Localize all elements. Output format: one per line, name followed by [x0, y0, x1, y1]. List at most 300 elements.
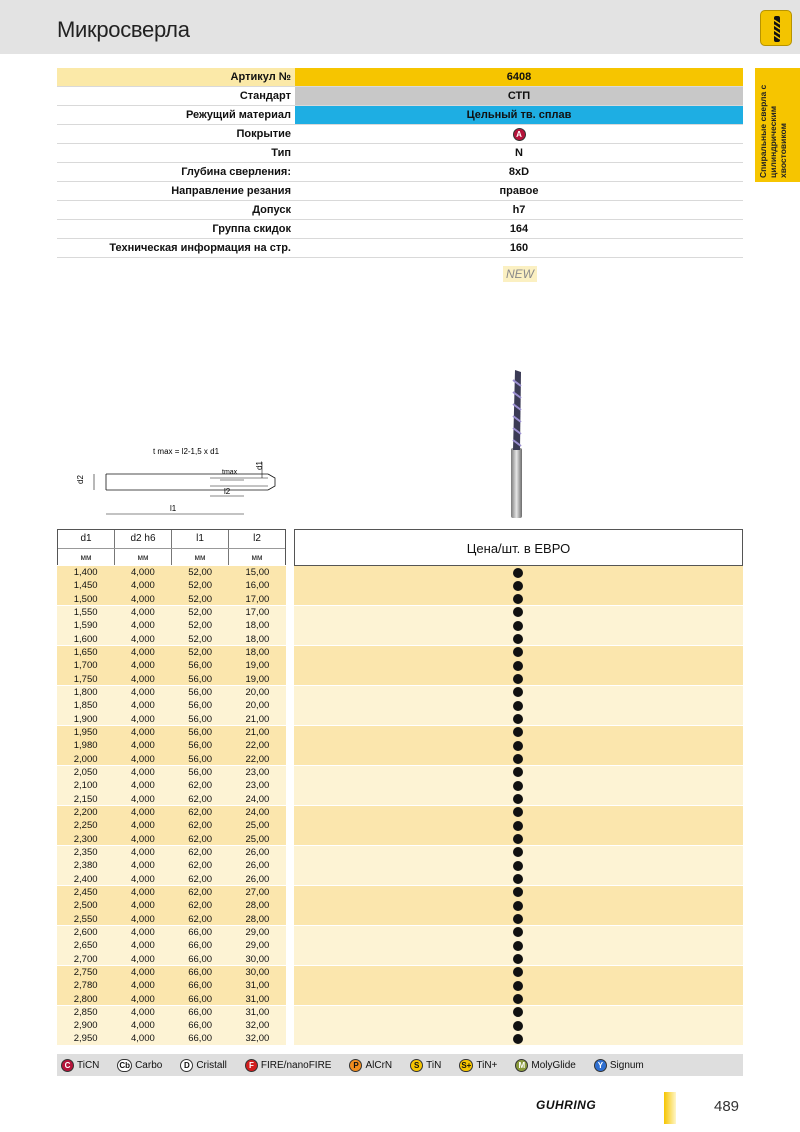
legend-item	[459, 1059, 497, 1072]
spec-value: Цельный тв. сплав	[295, 106, 743, 124]
spec-row	[57, 87, 743, 106]
l1-label: l1	[170, 504, 177, 513]
coating-badge-icon: M	[515, 1059, 528, 1072]
table-cell: 2,800	[57, 993, 114, 1005]
availability-dot-icon	[513, 634, 523, 644]
table-cell: 4,000	[114, 566, 171, 579]
table-cell: 4,000	[114, 793, 171, 805]
spec-table	[57, 68, 743, 258]
spec-value: 164	[509, 223, 529, 235]
table-cell: 52,00	[172, 566, 229, 579]
table-cell: 4,000	[114, 766, 171, 779]
availability-dot-icon	[513, 874, 523, 884]
table-cell: 2,150	[57, 793, 114, 805]
availability-dot-icon	[513, 887, 523, 897]
table-cell: 2,750	[57, 966, 114, 979]
table-cell: 1,590	[57, 619, 114, 632]
legend-label: Carbo	[135, 1059, 163, 1071]
table-cell: 4,000	[114, 806, 171, 819]
column-header: d1	[58, 530, 115, 548]
spec-value	[295, 125, 743, 143]
price-cell	[294, 819, 743, 832]
table-cell: 66,00	[172, 979, 229, 992]
legend-item	[117, 1059, 162, 1072]
table-cell: 52,00	[172, 619, 229, 632]
column-gap	[286, 939, 294, 952]
table-cell: 21,00	[229, 726, 286, 739]
table-row	[57, 579, 743, 592]
table-row	[57, 953, 743, 966]
legend-item	[245, 1059, 332, 1072]
table-cell: 62,00	[172, 806, 229, 819]
coating-badge-icon: Y	[594, 1059, 607, 1072]
table-cell: 62,00	[172, 793, 229, 805]
table-cell: 4,000	[114, 646, 171, 659]
column-gap	[286, 633, 294, 645]
table-cell: 1,850	[57, 699, 114, 712]
table-cell: 4,000	[114, 739, 171, 752]
table-row	[57, 699, 743, 712]
table-cell: 2,500	[57, 899, 114, 912]
table-cell: 20,00	[229, 686, 286, 699]
column-header: l1	[172, 530, 229, 548]
availability-dot-icon	[513, 994, 523, 1004]
side-tab-label: Спиральные сверла с цилиндрическим хвостовиком	[758, 84, 788, 178]
spec-label: Режущий материал	[185, 109, 291, 121]
table-cell: 62,00	[172, 913, 229, 925]
table-row	[57, 606, 743, 619]
spec-label: Тип	[271, 147, 291, 159]
price-cell	[294, 966, 743, 979]
column-gap	[286, 779, 294, 792]
table-cell: 56,00	[172, 713, 229, 725]
table-cell: 56,00	[172, 739, 229, 752]
table-cell: 2,600	[57, 926, 114, 939]
page-number: 489	[714, 1098, 740, 1115]
legend-item	[61, 1059, 99, 1072]
spec-value: 6408	[295, 68, 743, 86]
table-cell: 52,00	[172, 593, 229, 605]
availability-dot-icon	[513, 767, 523, 777]
coating-badge-icon: Cb	[119, 1060, 131, 1070]
table-cell: 4,000	[114, 873, 171, 885]
availability-dot-icon	[513, 847, 523, 857]
table-row	[57, 886, 743, 899]
table-cell: 31,00	[229, 993, 286, 1005]
legend-label: TiN	[426, 1059, 442, 1071]
legend-label: Signum	[609, 1059, 644, 1071]
spec-label: Стандарт	[239, 90, 291, 102]
column-gap	[286, 619, 294, 632]
table-cell: 52,00	[172, 606, 229, 619]
table-row	[57, 979, 743, 992]
price-cell	[294, 1032, 743, 1044]
column-gap	[286, 886, 294, 899]
availability-dot-icon	[513, 794, 523, 804]
availability-dot-icon	[513, 1021, 523, 1031]
table-cell: 19,00	[229, 659, 286, 672]
price-cell	[294, 806, 743, 819]
table-cell: 1,450	[57, 579, 114, 592]
price-cell	[294, 859, 743, 872]
table-cell: 4,000	[114, 1006, 171, 1019]
table-cell: 1,650	[57, 646, 114, 659]
spec-value: 8xD	[508, 166, 530, 178]
table-cell: 66,00	[172, 1019, 229, 1032]
table-cell: 16,00	[229, 579, 286, 592]
coating-badge-icon: S+	[461, 1060, 472, 1070]
coating-badge-icon: F	[245, 1059, 258, 1072]
table-cell: 17,00	[229, 606, 286, 619]
table-cell: 66,00	[172, 966, 229, 979]
table-cell: 66,00	[172, 939, 229, 952]
table-cell: 1,900	[57, 713, 114, 725]
spec-row	[57, 220, 743, 239]
d2-label: d2	[76, 475, 85, 484]
column-unit: мм	[251, 553, 263, 562]
spec-label: Допуск	[252, 204, 291, 216]
price-cell	[294, 753, 743, 765]
column-gap	[286, 726, 294, 739]
table-cell: 22,00	[229, 753, 286, 765]
availability-dot-icon	[513, 927, 523, 937]
availability-dot-icon	[513, 714, 523, 724]
table-cell: 2,900	[57, 1019, 114, 1032]
availability-dot-icon	[513, 861, 523, 871]
price-cell	[294, 873, 743, 885]
brand-logo: GUHRING	[536, 1098, 597, 1112]
availability-dot-icon	[513, 941, 523, 951]
availability-dot-icon	[513, 661, 523, 671]
table-cell: 56,00	[172, 673, 229, 685]
page-header	[0, 0, 800, 54]
table-row	[57, 806, 743, 819]
column-gap	[286, 899, 294, 912]
column-header: d2 h6	[115, 530, 172, 548]
table-cell: 62,00	[172, 859, 229, 872]
table-cell: 2,200	[57, 806, 114, 819]
availability-dot-icon	[513, 568, 523, 578]
table-cell: 62,00	[172, 833, 229, 845]
table-row	[57, 1019, 743, 1032]
table-cell: 4,000	[114, 953, 171, 965]
availability-dot-icon	[513, 621, 523, 631]
table-row	[57, 819, 743, 832]
table-cell: 2,450	[57, 886, 114, 899]
table-cell: 56,00	[172, 766, 229, 779]
drill-dimension-drawing	[70, 440, 290, 525]
availability-dot-icon	[513, 901, 523, 911]
spec-label: Группа скидок	[212, 223, 291, 235]
availability-dot-icon	[513, 967, 523, 977]
tmax-formula: t max = l2-1,5 x d1	[152, 447, 220, 456]
table-cell: 66,00	[172, 1006, 229, 1019]
legend-label: TiN+	[476, 1059, 498, 1071]
legend-label: AlCrN	[365, 1059, 393, 1071]
table-cell: 21,00	[229, 713, 286, 725]
availability-dot-icon	[513, 687, 523, 697]
table-cell: 29,00	[229, 939, 286, 952]
table-cell: 62,00	[172, 819, 229, 832]
table-cell: 2,550	[57, 913, 114, 925]
table-cell: 26,00	[229, 873, 286, 885]
table-cell: 4,000	[114, 846, 171, 859]
price-cell	[294, 993, 743, 1005]
table-row	[57, 646, 743, 659]
availability-dot-icon	[513, 834, 523, 844]
table-cell: 2,650	[57, 939, 114, 952]
column-gap	[286, 819, 294, 832]
page-title: Микросверла	[57, 17, 190, 42]
availability-dot-icon	[513, 1007, 523, 1017]
availability-dot-icon	[513, 727, 523, 737]
column-gap	[286, 913, 294, 925]
spec-row	[57, 125, 743, 144]
price-cell	[294, 926, 743, 939]
legend-item	[515, 1059, 575, 1072]
table-cell: 4,000	[114, 713, 171, 725]
table-cell: 32,00	[229, 1019, 286, 1032]
coating-badge: A	[513, 128, 526, 141]
table-cell: 15,00	[229, 566, 286, 579]
price-cell	[294, 619, 743, 632]
column-gap	[286, 859, 294, 872]
spec-label: Покрытие	[236, 128, 291, 140]
spec-row	[57, 106, 743, 125]
table-row	[57, 793, 743, 806]
table-row	[57, 913, 743, 926]
column-gap	[286, 833, 294, 845]
price-cell	[294, 833, 743, 845]
price-cell	[294, 713, 743, 725]
table-cell: 28,00	[229, 899, 286, 912]
table-cell: 25,00	[229, 819, 286, 832]
column-gap	[286, 659, 294, 672]
column-gap	[286, 753, 294, 765]
column-gap	[286, 846, 294, 859]
table-row	[57, 686, 743, 699]
table-row	[57, 713, 743, 726]
price-cell	[294, 633, 743, 645]
spec-value: СТП	[295, 87, 743, 105]
availability-dot-icon	[513, 807, 523, 817]
table-row	[57, 966, 743, 979]
drill-photo	[498, 366, 538, 522]
price-cell	[294, 953, 743, 965]
table-cell: 66,00	[172, 926, 229, 939]
table-cell: 28,00	[229, 913, 286, 925]
table-cell: 4,000	[114, 966, 171, 979]
table-row	[57, 846, 743, 859]
table-cell: 4,000	[114, 859, 171, 872]
price-cell	[294, 739, 743, 752]
table-row	[57, 1006, 743, 1019]
brand-bar	[664, 1092, 676, 1124]
d1-label: d1	[255, 461, 264, 470]
table-cell: 4,000	[114, 926, 171, 939]
table-cell: 30,00	[229, 966, 286, 979]
table-row	[57, 766, 743, 779]
table-cell: 52,00	[172, 646, 229, 659]
table-cell: 1,400	[57, 566, 114, 579]
spec-label: Артикул №	[57, 68, 295, 86]
drill-icon	[760, 10, 792, 46]
legend-item	[349, 1059, 392, 1072]
price-cell	[294, 579, 743, 592]
price-cell	[294, 566, 743, 579]
table-cell: 1,500	[57, 593, 114, 605]
table-row	[57, 926, 743, 939]
legend-item	[594, 1059, 644, 1072]
legend-label: Cristall	[196, 1059, 227, 1071]
table-cell: 56,00	[172, 699, 229, 712]
table-cell: 2,000	[57, 753, 114, 765]
table-cell: 23,00	[229, 779, 286, 792]
table-cell: 4,000	[114, 993, 171, 1005]
price-cell	[294, 779, 743, 792]
availability-dot-icon	[513, 741, 523, 751]
price-cell	[294, 899, 743, 912]
table-cell: 4,000	[114, 899, 171, 912]
table-cell: 62,00	[172, 899, 229, 912]
table-cell: 1,750	[57, 673, 114, 685]
table-cell: 1,700	[57, 659, 114, 672]
spec-row	[57, 182, 743, 201]
price-cell	[294, 699, 743, 712]
table-cell: 4,000	[114, 659, 171, 672]
table-cell: 56,00	[172, 659, 229, 672]
legend-label: MolyGlide	[531, 1059, 576, 1071]
price-cell	[294, 606, 743, 619]
spec-label: Направление резания	[171, 185, 291, 197]
price-cell	[294, 646, 743, 659]
table-cell: 56,00	[172, 753, 229, 765]
table-row	[57, 739, 743, 752]
table-cell: 29,00	[229, 926, 286, 939]
price-cell	[294, 1006, 743, 1019]
table-cell: 62,00	[172, 779, 229, 792]
price-cell	[294, 726, 743, 739]
table-cell: 4,000	[114, 886, 171, 899]
dimension-table-header	[57, 529, 286, 565]
column-gap	[286, 953, 294, 965]
price-cell	[294, 659, 743, 672]
table-cell: 22,00	[229, 739, 286, 752]
table-cell: 27,00	[229, 886, 286, 899]
legend-label: FIRE/nanoFIRE	[260, 1059, 332, 1071]
spec-row	[57, 163, 743, 182]
price-cell	[294, 593, 743, 605]
price-cell	[294, 686, 743, 699]
table-row	[57, 659, 743, 672]
spec-row	[57, 239, 743, 258]
price-cell	[294, 793, 743, 805]
table-row	[57, 619, 743, 632]
column-gap	[286, 1032, 294, 1044]
spec-value: 160	[509, 242, 529, 254]
spec-row	[57, 144, 743, 163]
availability-dot-icon	[513, 701, 523, 711]
table-cell: 2,250	[57, 819, 114, 832]
table-cell: 4,000	[114, 673, 171, 685]
column-gap	[286, 993, 294, 1005]
table-cell: 1,800	[57, 686, 114, 699]
table-cell: 4,000	[114, 619, 171, 632]
table-row	[57, 899, 743, 912]
table-cell: 4,000	[114, 819, 171, 832]
column-header: l2	[253, 533, 261, 544]
legend-label: TiCN	[77, 1059, 100, 1071]
column-gap	[286, 593, 294, 605]
table-row	[57, 993, 743, 1006]
column-gap	[286, 979, 294, 992]
price-cell	[294, 886, 743, 899]
price-cell	[294, 913, 743, 925]
table-cell: 2,950	[57, 1032, 114, 1044]
availability-dot-icon	[513, 594, 523, 604]
column-gap	[286, 699, 294, 712]
table-cell: 4,000	[114, 579, 171, 592]
coating-badge-icon: S	[410, 1059, 423, 1072]
table-cell: 26,00	[229, 859, 286, 872]
table-row	[57, 859, 743, 872]
spec-row	[57, 201, 743, 220]
table-cell: 52,00	[172, 579, 229, 592]
column-gap	[286, 1019, 294, 1032]
table-cell: 1,980	[57, 739, 114, 752]
column-gap	[286, 673, 294, 685]
table-cell: 4,000	[114, 833, 171, 845]
table-row	[57, 873, 743, 886]
table-row	[57, 673, 743, 686]
column-gap	[286, 686, 294, 699]
availability-dot-icon	[513, 914, 523, 924]
column-gap	[286, 966, 294, 979]
price-cell	[294, 1019, 743, 1032]
coating-legend	[57, 1054, 743, 1076]
table-row	[57, 566, 743, 579]
dimension-table-body	[57, 566, 743, 1046]
table-cell: 26,00	[229, 846, 286, 859]
table-cell: 52,00	[172, 633, 229, 645]
price-header: Цена/шт. в ЕВРО	[294, 529, 743, 566]
table-row	[57, 633, 743, 646]
column-gap	[286, 566, 294, 579]
table-cell: 62,00	[172, 873, 229, 885]
new-badge: NEW	[503, 266, 537, 282]
availability-dot-icon	[513, 981, 523, 991]
legend-item	[410, 1059, 441, 1072]
table-cell: 66,00	[172, 1032, 229, 1044]
availability-dot-icon	[513, 647, 523, 657]
table-cell: 25,00	[229, 833, 286, 845]
coating-badge-icon: C	[61, 1059, 74, 1072]
price-cell	[294, 979, 743, 992]
table-cell: 56,00	[172, 726, 229, 739]
table-cell: 4,000	[114, 686, 171, 699]
spec-value: N	[515, 147, 523, 159]
table-cell: 18,00	[229, 619, 286, 632]
table-cell: 4,000	[114, 1032, 171, 1044]
table-cell: 2,400	[57, 873, 114, 885]
table-cell: 4,000	[114, 979, 171, 992]
table-cell: 20,00	[229, 699, 286, 712]
table-cell: 4,000	[114, 606, 171, 619]
table-row	[57, 753, 743, 766]
legend-item	[180, 1059, 227, 1072]
price-cell	[294, 846, 743, 859]
availability-dot-icon	[513, 1034, 523, 1044]
